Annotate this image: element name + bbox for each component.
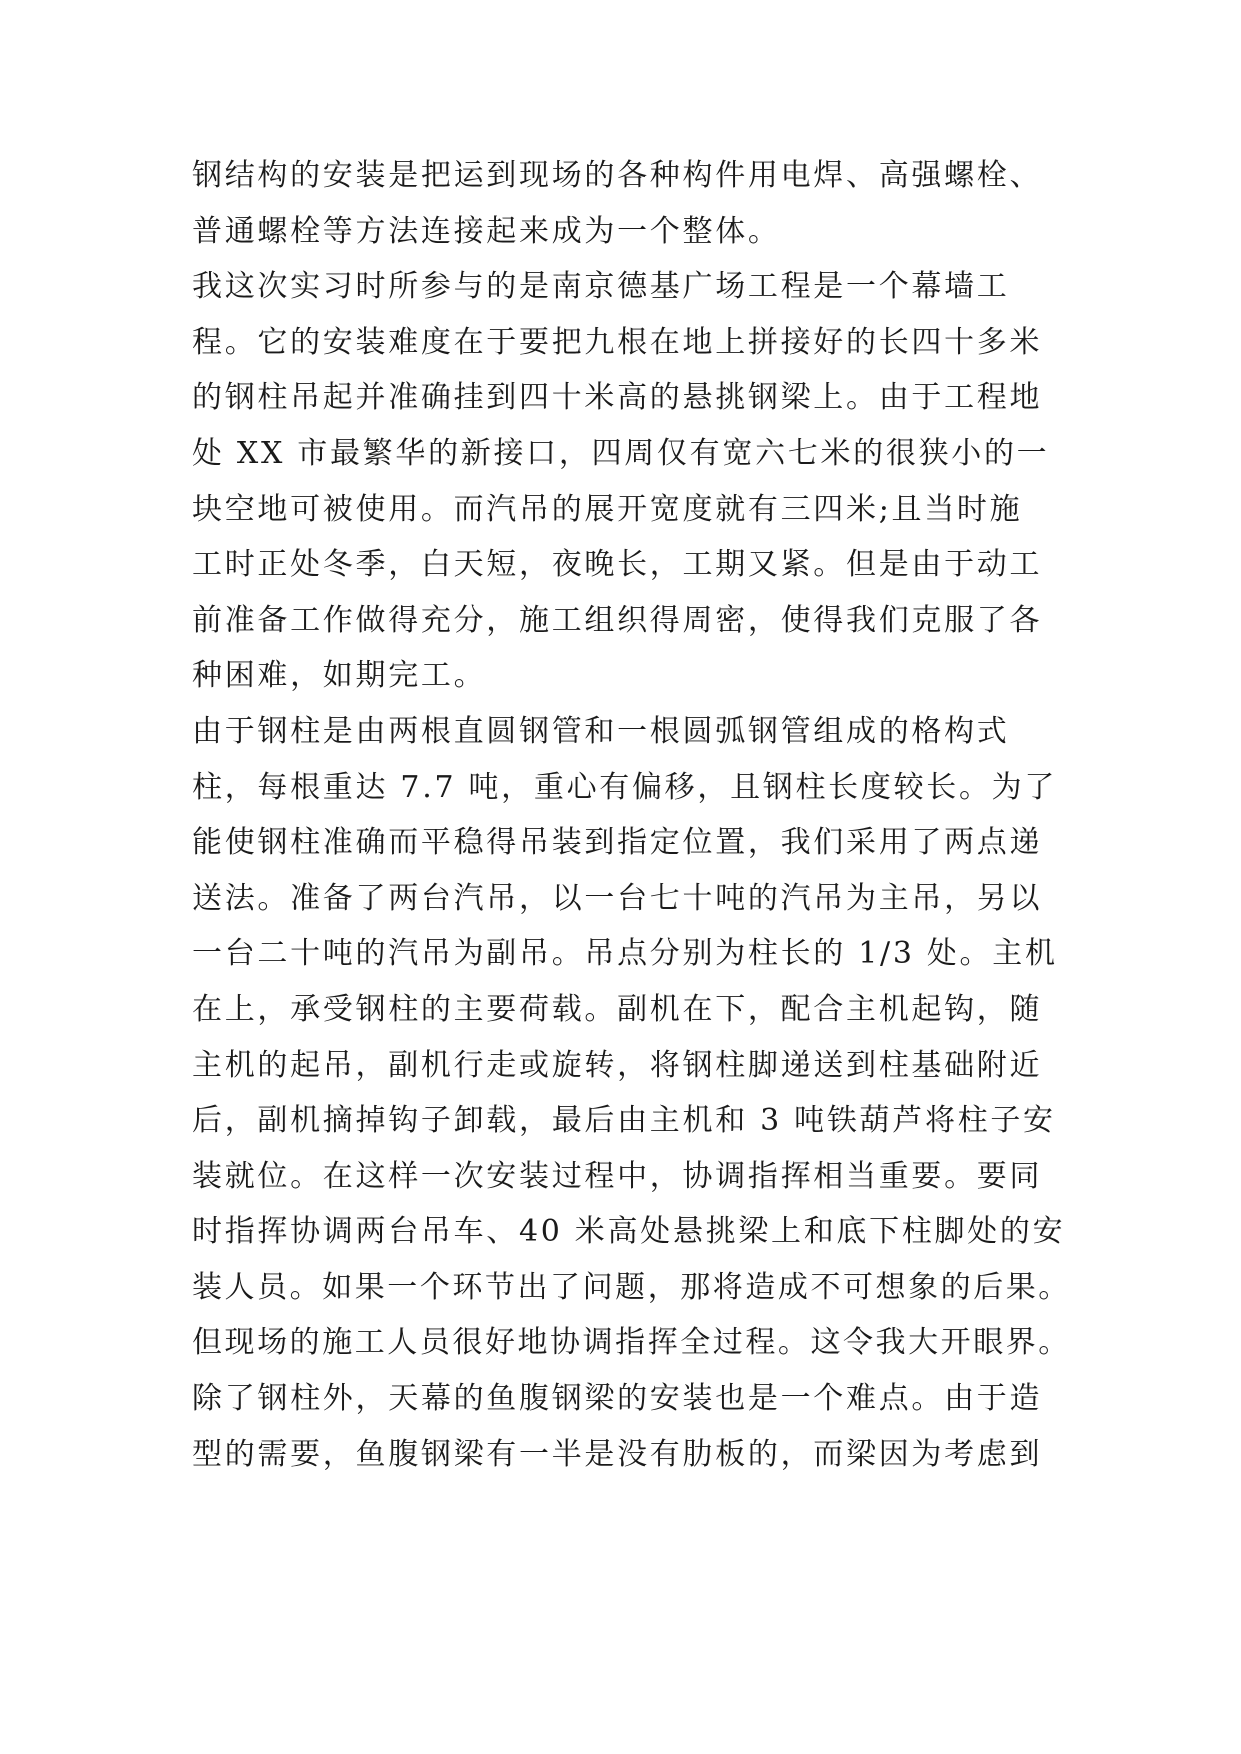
text-line: 除了钢柱外，天幕的鱼腹钢梁的安装也是一个难点。由于造 [192,1381,1043,1417]
text-line: 块空地可被使用。而汽吊的展开宽度就有三四米;且当时施 [192,491,1023,527]
text-line: 装就位。在这样一次安装过程中，协调指挥相当重要。要同 [192,1158,1043,1194]
text-line: 时指挥协调两台吊车、40 米高处悬挑梁上和底下柱脚处的安 [192,1214,1066,1250]
text-line: 的钢柱吊起并准确挂到四十米高的悬挑钢梁上。由于工程地 [192,380,1043,416]
text-line: 后，副机摘掉钩子卸载，最后由主机和 3 吨铁葫芦将柱子安 [192,1103,1056,1139]
text-line: 装人员。如果一个环节出了问题，那将造成不可想象的后果。 [192,1269,1071,1305]
text-line: 我这次实习时所参与的是南京德基广场工程是一个幕墙工 [192,269,1010,305]
text-line: 工时正处冬季，白天短，夜晚长，工期又紧。但是由于动工 [192,547,1043,583]
text-line: 但现场的施工人员很好地协调指挥全过程。这令我大开眼界。 [192,1325,1071,1361]
text-line: 一台二十吨的汽吊为副吊。吊点分别为柱长的 1/3 处。主机 [192,936,1058,972]
body-text [192,148,1072,1482]
text-line: 程。它的安装难度在于要把九根在地上拼接好的长四十多米 [192,324,1043,360]
text-line: 钢结构的安装是把运到现场的各种构件用电焊、高强螺栓、 [192,158,1043,193]
text-line: 前准备工作做得充分，施工组织得周密，使得我们克服了各 [192,602,1043,638]
text-line: 种困难，如期完工。 [192,658,487,694]
text-line: 主机的起吊，副机行走或旋转，将钢柱脚递送到柱基础附近 [192,1047,1043,1083]
text-line: 在上，承受钢柱的主要荷载。副机在下，配合主机起钩，随 [192,991,1043,1027]
text-line: 型的需要，鱼腹钢梁有一半是没有肋板的，而梁因为考虑到 [192,1436,1043,1472]
text-line: 处 XX 市最繁华的新接口，四周仅有宽六七米的很狭小的一 [192,435,1050,471]
text-line: 普通螺栓等方法连接起来成为一个整体。 [192,213,781,249]
text-line: 能使钢柱准确而平稳得吊装到指定位置，我们采用了两点递 [192,825,1043,861]
text-line: 由于钢柱是由两根直圆钢管和一根圆弧钢管组成的格构式 [192,713,1010,749]
text-line: 柱，每根重达 7.7 吨，重心有偏移，且钢柱长度较长。为了 [192,769,1058,805]
text-line: 送法。准备了两台汽吊，以一台七十吨的汽吊为主吊，另以 [192,880,1043,916]
